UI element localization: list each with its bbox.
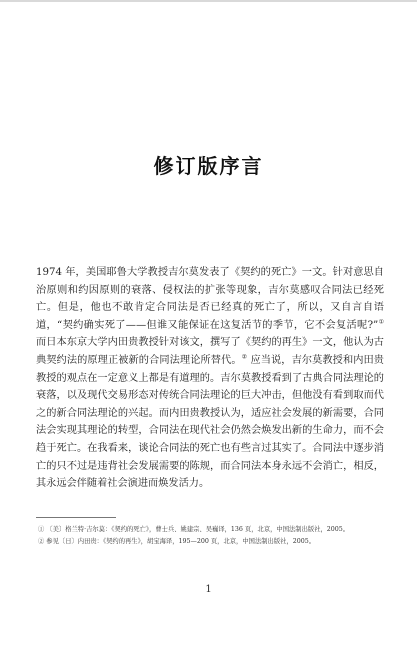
footnote-ref-2[interactable]: ② — [241, 353, 248, 361]
footnote-divider — [36, 517, 116, 518]
paragraph-segment-1: 1974 年，美国耶鲁大学教授吉尔莫发表了《契约的死亡》一文。针对意思自治原则和约因原则的衰落、侵权法的扩张等现象，吉尔莫感叹合同法已经死亡。但是，他也不敢肯定合同法是否已经真的死亡了，所以，又自言自语道，“契约确实死了——但谁又能保证在这复活节的季节，它不会复活呢?” — [36, 267, 384, 331]
body-paragraph — [36, 264, 384, 493]
footnotes-section — [36, 524, 384, 548]
paragraph-segment-3: 应当说，吉尔莫教授和内田贵教授的观点在一定意义上都是有道理的。吉尔莫教授看到了古典合同法理论的衰落，以及现代交易形态对传统合同法理论的巨大冲击，但他没有看到取而代之的新合同法理论的兴起。而内田贵教授认为，适应社会发展的新需要，合同法会实现其理论的转型，合同法在现代社会仍然会焕发出新的生命力，而不会趋于死亡。在我看来，谈论合同法的死亡也有些言过其实了。合同法中逐步消亡的只不过是违背社会发展需要的陈规，而合同法本身永远不会消亡，相反，其永远会伴随着社会演进而焕发活力。 — [36, 354, 384, 490]
footnote-ref-1[interactable]: ① — [378, 318, 384, 326]
top-edge-rule — [0, 0, 417, 2]
paragraph-segment-2: 而日本东京大学内田贵教授针对该文，撰写了《契约的再生》一文，他认为古典契约法的原理正被新的合同法理论所替代。 — [36, 337, 384, 366]
footnote-1: ① 〔美〕格兰特·吉尔莫：《契约的死亡》，曹士兵、姚建宗、吴巍译，136 页，北京，中国法制出版社，2005。 — [38, 526, 350, 533]
footnote-2: ② 参见〔日〕内田贵：《契约的再生》，胡宝海译，195—200 页，北京，中国法制出版社，2005。 — [38, 538, 316, 545]
page-title: 修订版序言 — [153, 154, 264, 178]
page-number: 1 — [205, 584, 212, 595]
